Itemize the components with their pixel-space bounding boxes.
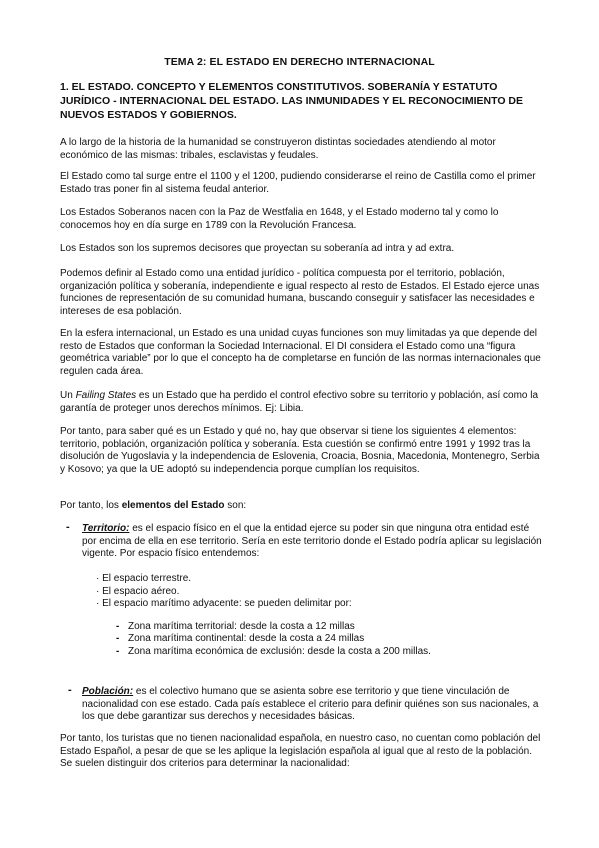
elements-pre: Por tanto, los (60, 500, 122, 511)
paragraph-sovereignty: Los Estados son los supremos decisores que proyectan su soberanía ad intra y ad extra. (60, 243, 455, 254)
section-heading: 1. EL ESTADO. CONCEPTO Y ELEMENTOS CONSTITUTIVOS. SOBERANÍA Y ESTATUTO JURÍDICO - INTERNACIONAL DEL ESTADO. LAS INMUNIDADES Y EL RECONOCIMIENTO DE NUEVOS ESTADOS Y GOBIERNOS. (60, 81, 524, 121)
paragraph-origin: El Estado como tal surge entre el 1100 y el 1200, pudiendo considerarse el reino de Castilla como el primer Estado tras poner fin al sistema feudal anterior. (60, 171, 536, 195)
failing-rest: es un Estado que ha perdido el control efectivo sobre su territorio y población, así como la garantía de proteger unos derechos mínimos. Ej: Libia. (60, 390, 539, 414)
paragraph-westfalia: Los Estados Soberanos nacen con la Paz de Westfalia en 1648, y el Estado moderno tal y como lo conocemos hoy en día surge en 1789 con la Revolución Francesa. (60, 207, 499, 231)
zone-text: Zona marítima económica de exclusión: desde la costa a 200 millas. (128, 646, 431, 657)
failing-pre: Un (60, 390, 76, 401)
territorio-label: Territorio: (82, 523, 130, 534)
territorio-item: · El espacio terrestre. (96, 573, 192, 584)
paragraph-international: En la esfera internacional, un Estado es una unidad cuyas funciones son muy limitadas ya que depende del resto de Estados que conforman la Sociedad Internacional. El DI considera el Estado como una “figura geométrica variable” por lo que el concepto ha de completarse en función de las normas internacionales que regulen cada área. (60, 328, 541, 377)
territorio-text: es el espacio físico en el que la entidad ejerce su poder sin que ninguna otra entidad esté por encima de ella en ese territorio. Sería en este territorio donde el Estado podría aplicar su legislación vigente. Por espacio físico entendemos: (82, 523, 542, 560)
paragraph-elements-intro: Por tanto, para saber qué es un Estado y qué no, hay que observar si tiene los siguientes 4 elementos: territorio, población, organización política y soberanía. Esta cuestión se confirmó entre 1991 y 1992 tras la disolución de Yugoslavia y la independencia de Eslovenia, Croacia, Bosnia, Macedonia, Montenegro, Serbia y Kosovo; ya que la UE adoptó su independencia porque cumplían los requisitos. (60, 426, 540, 475)
bullet-territorio (82, 523, 542, 561)
page-title: TEMA 2: EL ESTADO EN DERECHO INTERNACIONAL (164, 56, 435, 68)
paragraph-history: A lo largo de la historia de la humanidad se construyeron distintas sociedades atendiendo al motor económico de las mismas: tribales, esclavistas y feudales. (60, 137, 496, 161)
elements-post: son: (224, 500, 247, 511)
zone-text: Zona marítima territorial: desde la costa a 12 millas (128, 621, 355, 632)
maritime-zone-item (116, 633, 364, 646)
zone-text: Zona marítima continental: desde la costa a 24 millas (128, 633, 365, 644)
poblacion-text: es el colectivo humano que se asienta sobre ese territorio y que tiene vinculación de nacionalidad con ese estado. Cada país establece el criterio para definir quiénes son sus nacionales, a los que debe garantizar sus derechos y necesidades básicas. (82, 686, 539, 723)
zone-dash: - (116, 646, 120, 657)
paragraph-nationality: Por tanto, los turistas que no tienen nacionalidad española, en nuestro caso, no cuentan como población del Estado Español, a pesar de que se les aplique la legislación española al igual que al resto de la población. Se suelen distinguir dos criterios para determinar la nacionalidad: (60, 733, 541, 770)
bullet-dash-poblacion: - (68, 684, 72, 696)
bullet-poblacion (82, 686, 542, 724)
failing-states-term: Failing States (75, 390, 137, 401)
territorio-item: · El espacio marítimo adyacente: se pueden delimitar por: (96, 598, 352, 609)
paragraph-definition: Podemos definir al Estado como una entidad jurídico - política compuesta por el territorio, población, organización política y soberanía, independiente e igual respecto al resto de Estados. El Estado ejerce unas funciones de representación de su comunidad humana, buscando conseguir y satisfacer las necesidades e intereses de esa población. (60, 268, 540, 317)
paragraph-failing-states (60, 390, 544, 415)
elements-bold: elementos del Estado (121, 500, 225, 511)
maritime-zone-item (116, 646, 431, 659)
bullet-dash-territorio: - (66, 521, 70, 533)
territorio-item: · El espacio aéreo. (96, 586, 180, 597)
zone-dash: - (116, 633, 120, 644)
zone-dash: - (116, 621, 120, 632)
paragraph-elements-lead (60, 500, 544, 513)
maritime-zone-item (116, 621, 355, 634)
poblacion-label: Población: (82, 686, 134, 697)
